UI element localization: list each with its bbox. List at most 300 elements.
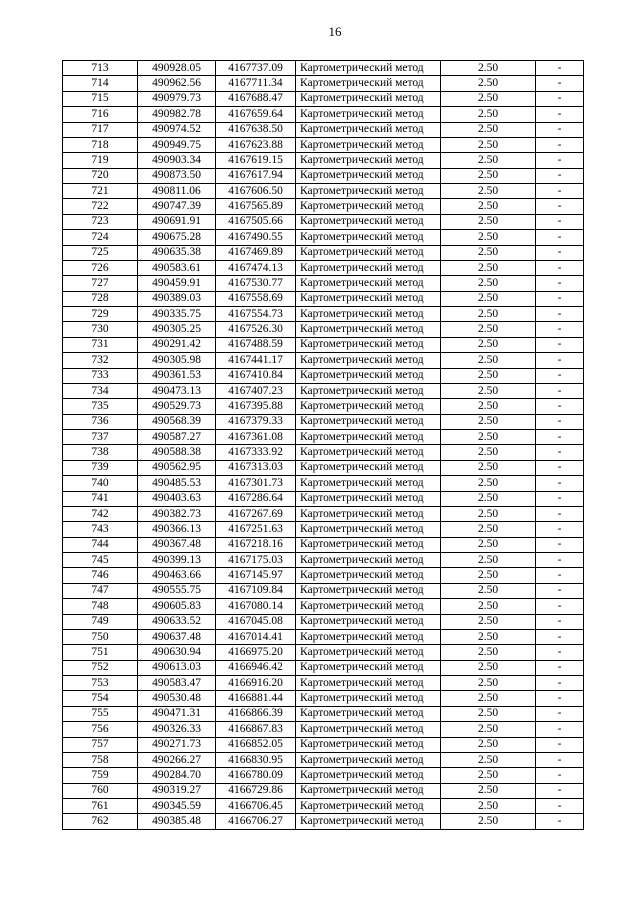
- method-cell: Картометрический метод: [296, 230, 441, 245]
- note-cell: -: [536, 184, 584, 199]
- x-coordinate-cell: 490463.66: [138, 568, 216, 583]
- method-cell: Картометрический метод: [296, 430, 441, 445]
- method-cell: Картометрический метод: [296, 291, 441, 306]
- table-row: [63, 230, 584, 245]
- y-coordinate-cell: 4166866.39: [216, 706, 296, 721]
- point-number-cell: 716: [63, 107, 138, 122]
- x-coordinate-cell: 490389.03: [138, 291, 216, 306]
- method-cell: Картометрический метод: [296, 414, 441, 429]
- point-number-cell: 723: [63, 214, 138, 229]
- point-number-cell: 762: [63, 814, 138, 829]
- point-number-cell: 739: [63, 460, 138, 475]
- y-coordinate-cell: 4167286.64: [216, 491, 296, 506]
- method-cell: Картометрический метод: [296, 199, 441, 214]
- y-coordinate-cell: 4166729.86: [216, 783, 296, 798]
- accuracy-cell: 2.50: [441, 583, 536, 598]
- accuracy-cell: 2.50: [441, 752, 536, 767]
- method-cell: Картометрический метод: [296, 614, 441, 629]
- table-row: [63, 322, 584, 337]
- point-number-cell: 735: [63, 399, 138, 414]
- method-cell: Картометрический метод: [296, 537, 441, 552]
- point-number-cell: 745: [63, 553, 138, 568]
- note-cell: -: [536, 491, 584, 506]
- x-coordinate-cell: 490367.48: [138, 537, 216, 552]
- method-cell: Картометрический метод: [296, 553, 441, 568]
- accuracy-cell: 2.50: [441, 184, 536, 199]
- point-number-cell: 761: [63, 799, 138, 814]
- note-cell: -: [536, 460, 584, 475]
- note-cell: -: [536, 599, 584, 614]
- y-coordinate-cell: 4167619.15: [216, 153, 296, 168]
- note-cell: -: [536, 783, 584, 798]
- y-coordinate-cell: 4166867.83: [216, 722, 296, 737]
- method-cell: Картометрический метод: [296, 752, 441, 767]
- accuracy-cell: 2.50: [441, 568, 536, 583]
- x-coordinate-cell: 490747.39: [138, 199, 216, 214]
- x-coordinate-cell: 490385.48: [138, 814, 216, 829]
- method-cell: Картометрический метод: [296, 645, 441, 660]
- note-cell: -: [536, 76, 584, 91]
- table-row: [63, 153, 584, 168]
- table-row: [63, 383, 584, 398]
- y-coordinate-cell: 4167530.77: [216, 276, 296, 291]
- method-cell: Картометрический метод: [296, 768, 441, 783]
- method-cell: Картометрический метод: [296, 353, 441, 368]
- point-number-cell: 757: [63, 737, 138, 752]
- note-cell: -: [536, 614, 584, 629]
- note-cell: -: [536, 91, 584, 106]
- point-number-cell: 744: [63, 537, 138, 552]
- accuracy-cell: 2.50: [441, 414, 536, 429]
- point-number-cell: 730: [63, 322, 138, 337]
- x-coordinate-cell: 490982.78: [138, 107, 216, 122]
- accuracy-cell: 2.50: [441, 291, 536, 306]
- accuracy-cell: 2.50: [441, 768, 536, 783]
- point-number-cell: 726: [63, 260, 138, 275]
- x-coordinate-cell: 490635.38: [138, 245, 216, 260]
- y-coordinate-cell: 4167313.03: [216, 460, 296, 475]
- point-number-cell: 755: [63, 706, 138, 721]
- x-coordinate-cell: 490811.06: [138, 184, 216, 199]
- point-number-cell: 731: [63, 337, 138, 352]
- method-cell: Картометрический метод: [296, 737, 441, 752]
- method-cell: Картометрический метод: [296, 307, 441, 322]
- accuracy-cell: 2.50: [441, 522, 536, 537]
- table-row: [63, 91, 584, 106]
- note-cell: -: [536, 799, 584, 814]
- note-cell: -: [536, 752, 584, 767]
- method-cell: Картометрический метод: [296, 476, 441, 491]
- x-coordinate-cell: 490605.83: [138, 599, 216, 614]
- x-coordinate-cell: 490361.53: [138, 368, 216, 383]
- point-number-cell: 738: [63, 445, 138, 460]
- note-cell: -: [536, 353, 584, 368]
- accuracy-cell: 2.50: [441, 553, 536, 568]
- method-cell: Картометрический метод: [296, 691, 441, 706]
- note-cell: -: [536, 722, 584, 737]
- note-cell: -: [536, 307, 584, 322]
- y-coordinate-cell: 4167526.30: [216, 322, 296, 337]
- note-cell: -: [536, 199, 584, 214]
- table-row: [63, 676, 584, 691]
- point-number-cell: 752: [63, 660, 138, 675]
- method-cell: Картометрический метод: [296, 383, 441, 398]
- accuracy-cell: 2.50: [441, 460, 536, 475]
- table-row: [63, 430, 584, 445]
- table-row: [63, 260, 584, 275]
- x-coordinate-cell: 490305.25: [138, 322, 216, 337]
- method-cell: Картометрический метод: [296, 629, 441, 644]
- x-coordinate-cell: 490530.48: [138, 691, 216, 706]
- table-row: [63, 752, 584, 767]
- note-cell: -: [536, 629, 584, 644]
- note-cell: -: [536, 399, 584, 414]
- table-row: [63, 291, 584, 306]
- note-cell: -: [536, 153, 584, 168]
- x-coordinate-cell: 490555.75: [138, 583, 216, 598]
- table-row: [63, 337, 584, 352]
- method-cell: Картометрический метод: [296, 137, 441, 152]
- accuracy-cell: 2.50: [441, 722, 536, 737]
- y-coordinate-cell: 4166881.44: [216, 691, 296, 706]
- accuracy-cell: 2.50: [441, 476, 536, 491]
- x-coordinate-cell: 490630.94: [138, 645, 216, 660]
- point-number-cell: 743: [63, 522, 138, 537]
- accuracy-cell: 2.50: [441, 307, 536, 322]
- x-coordinate-cell: 490319.27: [138, 783, 216, 798]
- note-cell: -: [536, 383, 584, 398]
- note-cell: -: [536, 691, 584, 706]
- point-number-cell: 746: [63, 568, 138, 583]
- accuracy-cell: 2.50: [441, 399, 536, 414]
- point-number-cell: 741: [63, 491, 138, 506]
- table-row: [63, 137, 584, 152]
- accuracy-cell: 2.50: [441, 645, 536, 660]
- table-row: [63, 245, 584, 260]
- note-cell: -: [536, 553, 584, 568]
- point-number-cell: 733: [63, 368, 138, 383]
- point-number-cell: 714: [63, 76, 138, 91]
- table-row: [63, 768, 584, 783]
- method-cell: Картометрический метод: [296, 491, 441, 506]
- accuracy-cell: 2.50: [441, 168, 536, 183]
- point-number-cell: 720: [63, 168, 138, 183]
- y-coordinate-cell: 4167558.69: [216, 291, 296, 306]
- note-cell: -: [536, 245, 584, 260]
- method-cell: Картометрический метод: [296, 76, 441, 91]
- y-coordinate-cell: 4167505.66: [216, 214, 296, 229]
- table-row: [63, 583, 584, 598]
- y-coordinate-cell: 4167688.47: [216, 91, 296, 106]
- accuracy-cell: 2.50: [441, 260, 536, 275]
- method-cell: Картометрический метод: [296, 522, 441, 537]
- note-cell: -: [536, 445, 584, 460]
- y-coordinate-cell: 4166946.42: [216, 660, 296, 675]
- note-cell: -: [536, 568, 584, 583]
- y-coordinate-cell: 4167565.89: [216, 199, 296, 214]
- method-cell: Картометрический метод: [296, 568, 441, 583]
- method-cell: Картометрический метод: [296, 722, 441, 737]
- y-coordinate-cell: 4167267.69: [216, 506, 296, 521]
- note-cell: -: [536, 645, 584, 660]
- table-row: [63, 614, 584, 629]
- point-number-cell: 717: [63, 122, 138, 137]
- y-coordinate-cell: 4167014.41: [216, 629, 296, 644]
- y-coordinate-cell: 4167379.33: [216, 414, 296, 429]
- accuracy-cell: 2.50: [441, 676, 536, 691]
- note-cell: -: [536, 583, 584, 598]
- point-number-cell: 722: [63, 199, 138, 214]
- note-cell: -: [536, 522, 584, 537]
- method-cell: Картометрический метод: [296, 107, 441, 122]
- x-coordinate-cell: 490979.73: [138, 91, 216, 106]
- table-row: [63, 122, 584, 137]
- table-row: [63, 476, 584, 491]
- accuracy-cell: 2.50: [441, 814, 536, 829]
- point-number-cell: 729: [63, 307, 138, 322]
- x-coordinate-cell: 490266.27: [138, 752, 216, 767]
- method-cell: Картометрический метод: [296, 799, 441, 814]
- x-coordinate-cell: 490529.73: [138, 399, 216, 414]
- page-number: 16: [328, 24, 342, 39]
- method-cell: Картометрический метод: [296, 245, 441, 260]
- y-coordinate-cell: 4167109.84: [216, 583, 296, 598]
- x-coordinate-cell: 490928.05: [138, 61, 216, 76]
- method-cell: Картометрический метод: [296, 168, 441, 183]
- table-row: [63, 353, 584, 368]
- x-coordinate-cell: 490326.33: [138, 722, 216, 737]
- note-cell: -: [536, 737, 584, 752]
- note-cell: -: [536, 122, 584, 137]
- method-cell: Картометрический метод: [296, 322, 441, 337]
- point-number-cell: 728: [63, 291, 138, 306]
- note-cell: -: [536, 337, 584, 352]
- table-row: [63, 706, 584, 721]
- method-cell: Картометрический метод: [296, 122, 441, 137]
- method-cell: Картометрический метод: [296, 706, 441, 721]
- x-coordinate-cell: 490583.61: [138, 260, 216, 275]
- table-row: [63, 107, 584, 122]
- point-number-cell: 719: [63, 153, 138, 168]
- table-row: [63, 599, 584, 614]
- point-number-cell: 747: [63, 583, 138, 598]
- note-cell: -: [536, 814, 584, 829]
- accuracy-cell: 2.50: [441, 107, 536, 122]
- accuracy-cell: 2.50: [441, 506, 536, 521]
- note-cell: -: [536, 168, 584, 183]
- y-coordinate-cell: 4167488.59: [216, 337, 296, 352]
- note-cell: -: [536, 430, 584, 445]
- x-coordinate-cell: 490568.39: [138, 414, 216, 429]
- y-coordinate-cell: 4167045.08: [216, 614, 296, 629]
- table-row: [63, 414, 584, 429]
- table-row: [63, 307, 584, 322]
- method-cell: Картометрический метод: [296, 660, 441, 675]
- y-coordinate-cell: 4167301.73: [216, 476, 296, 491]
- x-coordinate-cell: 490637.48: [138, 629, 216, 644]
- accuracy-cell: 2.50: [441, 276, 536, 291]
- accuracy-cell: 2.50: [441, 799, 536, 814]
- accuracy-cell: 2.50: [441, 614, 536, 629]
- x-coordinate-cell: 490903.34: [138, 153, 216, 168]
- point-number-cell: 725: [63, 245, 138, 260]
- table-row: [63, 568, 584, 583]
- accuracy-cell: 2.50: [441, 245, 536, 260]
- note-cell: -: [536, 107, 584, 122]
- method-cell: Картометрический метод: [296, 445, 441, 460]
- method-cell: Картометрический метод: [296, 399, 441, 414]
- coordinates-table-body: [63, 61, 584, 830]
- accuracy-cell: 2.50: [441, 430, 536, 445]
- table-row: [63, 76, 584, 91]
- y-coordinate-cell: 4167410.84: [216, 368, 296, 383]
- table-row: [63, 276, 584, 291]
- y-coordinate-cell: 4166975.20: [216, 645, 296, 660]
- method-cell: Картометрический метод: [296, 214, 441, 229]
- x-coordinate-cell: 490399.13: [138, 553, 216, 568]
- method-cell: Картометрический метод: [296, 460, 441, 475]
- y-coordinate-cell: 4166916.20: [216, 676, 296, 691]
- method-cell: Картометрический метод: [296, 337, 441, 352]
- point-number-cell: 759: [63, 768, 138, 783]
- x-coordinate-cell: 490962.56: [138, 76, 216, 91]
- table-row: [63, 814, 584, 829]
- method-cell: Картометрический метод: [296, 368, 441, 383]
- accuracy-cell: 2.50: [441, 137, 536, 152]
- x-coordinate-cell: 490613.03: [138, 660, 216, 675]
- y-coordinate-cell: 4167407.23: [216, 383, 296, 398]
- table-row: [63, 722, 584, 737]
- point-number-cell: 760: [63, 783, 138, 798]
- x-coordinate-cell: 490305.98: [138, 353, 216, 368]
- method-cell: Картометрический метод: [296, 153, 441, 168]
- table-row: [63, 199, 584, 214]
- point-number-cell: 756: [63, 722, 138, 737]
- table-row: [63, 214, 584, 229]
- y-coordinate-cell: 4166780.09: [216, 768, 296, 783]
- accuracy-cell: 2.50: [441, 322, 536, 337]
- point-number-cell: 737: [63, 430, 138, 445]
- table-row: [63, 168, 584, 183]
- x-coordinate-cell: 490949.75: [138, 137, 216, 152]
- accuracy-cell: 2.50: [441, 230, 536, 245]
- y-coordinate-cell: 4166706.45: [216, 799, 296, 814]
- y-coordinate-cell: 4167617.94: [216, 168, 296, 183]
- table-row: [63, 61, 584, 76]
- point-number-cell: 724: [63, 230, 138, 245]
- table-row: [63, 491, 584, 506]
- table-row: [63, 368, 584, 383]
- accuracy-cell: 2.50: [441, 122, 536, 137]
- x-coordinate-cell: 490588.38: [138, 445, 216, 460]
- table-row: [63, 645, 584, 660]
- method-cell: Картометрический метод: [296, 783, 441, 798]
- y-coordinate-cell: 4167145.97: [216, 568, 296, 583]
- method-cell: Картометрический метод: [296, 599, 441, 614]
- point-number-cell: 734: [63, 383, 138, 398]
- y-coordinate-cell: 4166830.95: [216, 752, 296, 767]
- note-cell: -: [536, 506, 584, 521]
- method-cell: Картометрический метод: [296, 61, 441, 76]
- x-coordinate-cell: 490562.95: [138, 460, 216, 475]
- point-number-cell: 718: [63, 137, 138, 152]
- table-row: [63, 399, 584, 414]
- method-cell: Картометрический метод: [296, 506, 441, 521]
- accuracy-cell: 2.50: [441, 353, 536, 368]
- note-cell: -: [536, 476, 584, 491]
- x-coordinate-cell: 490291.42: [138, 337, 216, 352]
- accuracy-cell: 2.50: [441, 153, 536, 168]
- note-cell: -: [536, 276, 584, 291]
- note-cell: -: [536, 230, 584, 245]
- x-coordinate-cell: 490587.27: [138, 430, 216, 445]
- y-coordinate-cell: 4167737.09: [216, 61, 296, 76]
- x-coordinate-cell: 490284.70: [138, 768, 216, 783]
- x-coordinate-cell: 490471.31: [138, 706, 216, 721]
- y-coordinate-cell: 4166852.05: [216, 737, 296, 752]
- accuracy-cell: 2.50: [441, 737, 536, 752]
- method-cell: Картометрический метод: [296, 676, 441, 691]
- x-coordinate-cell: 490675.28: [138, 230, 216, 245]
- method-cell: Картометрический метод: [296, 583, 441, 598]
- y-coordinate-cell: 4167175.03: [216, 553, 296, 568]
- point-number-cell: 753: [63, 676, 138, 691]
- x-coordinate-cell: 490633.52: [138, 614, 216, 629]
- y-coordinate-cell: 4167490.55: [216, 230, 296, 245]
- table-row: [63, 522, 584, 537]
- table-row: [63, 506, 584, 521]
- table-row: [63, 783, 584, 798]
- note-cell: -: [536, 61, 584, 76]
- x-coordinate-cell: 490382.73: [138, 506, 216, 521]
- x-coordinate-cell: 490583.47: [138, 676, 216, 691]
- table-row: [63, 445, 584, 460]
- accuracy-cell: 2.50: [441, 537, 536, 552]
- y-coordinate-cell: 4167474.13: [216, 260, 296, 275]
- point-number-cell: 742: [63, 506, 138, 521]
- point-number-cell: 751: [63, 645, 138, 660]
- accuracy-cell: 2.50: [441, 706, 536, 721]
- method-cell: Картометрический метод: [296, 814, 441, 829]
- point-number-cell: 740: [63, 476, 138, 491]
- method-cell: Картометрический метод: [296, 91, 441, 106]
- accuracy-cell: 2.50: [441, 337, 536, 352]
- point-number-cell: 727: [63, 276, 138, 291]
- point-number-cell: 748: [63, 599, 138, 614]
- table-row: [63, 660, 584, 675]
- point-number-cell: 713: [63, 61, 138, 76]
- x-coordinate-cell: 490403.63: [138, 491, 216, 506]
- method-cell: Картометрический метод: [296, 260, 441, 275]
- accuracy-cell: 2.50: [441, 61, 536, 76]
- note-cell: -: [536, 291, 584, 306]
- note-cell: -: [536, 214, 584, 229]
- x-coordinate-cell: 490459.91: [138, 276, 216, 291]
- y-coordinate-cell: 4167469.89: [216, 245, 296, 260]
- y-coordinate-cell: 4166706.27: [216, 814, 296, 829]
- x-coordinate-cell: 490345.59: [138, 799, 216, 814]
- note-cell: -: [536, 137, 584, 152]
- table-row: [63, 629, 584, 644]
- y-coordinate-cell: 4167623.88: [216, 137, 296, 152]
- y-coordinate-cell: 4167606.50: [216, 184, 296, 199]
- accuracy-cell: 2.50: [441, 214, 536, 229]
- note-cell: -: [536, 414, 584, 429]
- table-row: [63, 537, 584, 552]
- y-coordinate-cell: 4167218.16: [216, 537, 296, 552]
- y-coordinate-cell: 4167333.92: [216, 445, 296, 460]
- y-coordinate-cell: 4167395.88: [216, 399, 296, 414]
